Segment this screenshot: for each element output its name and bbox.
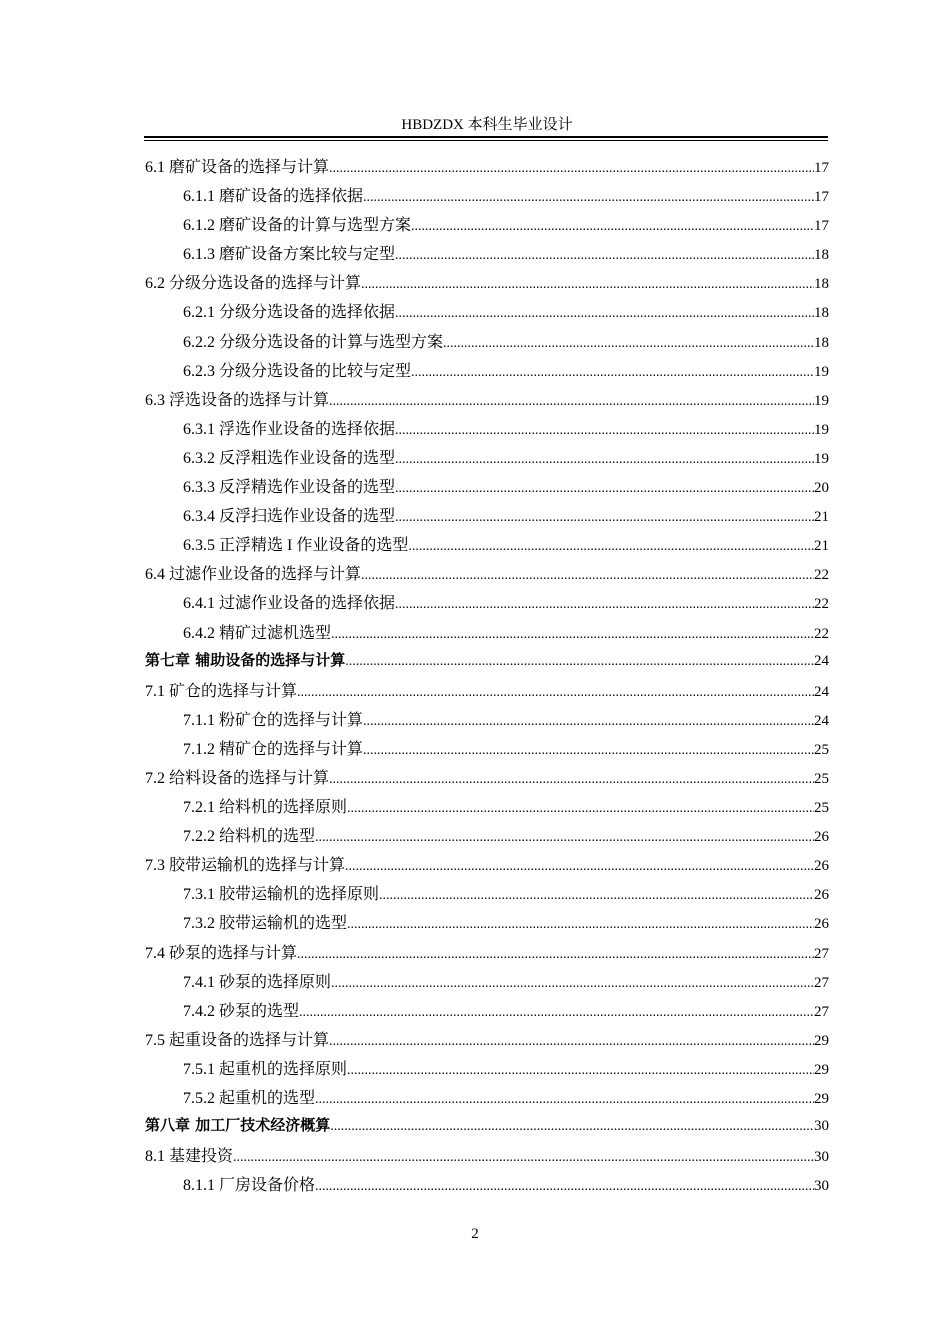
toc-entry-title: 7.1.2 精矿仓的选择与计算 [183,740,364,758]
toc-leader-dots [331,976,814,992]
toc-entry [145,910,829,939]
toc-entry [145,154,829,183]
toc-entry-page: 30 [814,1178,829,1195]
toc-entry [145,940,829,969]
toc-leader-dots [329,1034,814,1050]
toc-entry-title: 6.2.1 分级分选设备的选择依据 [183,304,396,322]
toc-entry [145,474,829,503]
toc-entry-title: 6.3.5 正浮精选 I 作业设备的选型 [183,537,409,555]
toc-entry [145,823,829,852]
toc-entry-page: 24 [814,683,829,700]
toc-entry [145,358,829,387]
toc-entry-title: 6.4.2 精矿过滤机选型 [183,624,332,642]
toc-entry-title: 6.2.2 分级分选设备的计算与选型方案 [183,333,444,351]
toc-entry [145,416,829,445]
toc-leader-dots [395,481,814,497]
toc-chapter-entry [145,1114,829,1143]
toc-entry [145,852,829,881]
toc-entry-page: 25 [814,770,829,787]
toc-leader-dots [329,161,814,177]
toc-entry-title: 6.1.3 磨矿设备方案比较与定型 [183,246,396,264]
toc-leader-dots [347,801,814,817]
toc-leader-dots [408,539,814,555]
toc-entry-title: 7.5 起重设备的选择与计算 [145,1031,330,1049]
toc-entry-title: 7.1.1 粉矿仓的选择与计算 [183,711,364,729]
toc-entry [145,707,829,736]
toc-leader-dots [411,365,814,381]
toc-entry-page: 22 [814,625,829,642]
toc-entry-title: 6.1.1 磨矿设备的选择依据 [183,188,364,206]
toc-entry-page: 17 [814,189,829,206]
toc-entry-title: 7.4.2 砂泵的选型 [183,1002,300,1020]
toc-entry-title: 6.2.3 分级分选设备的比较与定型 [183,362,412,380]
toc-entry-title: 6.3.2 反浮粗选作业设备的选型 [183,449,396,467]
toc-entry-page: 21 [814,538,829,555]
toc-entry [145,678,829,707]
toc-leader-dots [297,947,814,963]
toc-entry [145,998,829,1027]
toc-entry-title: 第八章 加工厂技术经济概算 [145,1116,331,1135]
toc-entry-title: 第七章 辅助设备的选择与计算 [145,650,346,669]
toc-entry-title: 7.5.2 起重机的选型 [183,1090,316,1107]
toc-leader-dots [315,1092,814,1108]
toc-entry-title: 6.3.3 反浮精选作业设备的选型 [183,479,396,497]
toc-entry-page: 27 [814,1003,829,1020]
toc-entry-page: 19 [814,450,829,467]
toc-entry-title: 6.2 分级分选设备的选择与计算 [145,275,362,293]
toc-entry-title: 7.4 砂泵的选择与计算 [145,944,298,962]
toc-entry [145,794,829,823]
header-rule-thin [144,140,828,141]
toc-entry-page: 17 [814,160,829,176]
toc-leader-dots [345,859,814,875]
toc-entry-page: 19 [814,363,829,380]
toc-entry-title: 7.5.1 起重机的选择原则 [183,1060,348,1078]
toc-entry-page: 18 [814,305,829,322]
toc-leader-dots [395,306,814,322]
toc-entry-page: 27 [814,945,829,962]
toc-entry [145,969,829,998]
toc-entry [145,532,829,561]
toc-entry [145,765,829,794]
toc-entry-title: 7.2.1 给料机的选择原则 [183,799,348,817]
toc-entry [145,1085,829,1114]
toc-entry [145,1027,829,1056]
toc-leader-dots [297,685,814,701]
toc-entry-page: 19 [814,392,829,409]
toc-leader-dots [329,394,814,410]
toc-entry [145,1056,829,1085]
page-header: HBDZDX 本科生毕业设计 [401,117,573,133]
toc-entry-page: 27 [814,974,829,991]
toc-leader-dots [363,743,814,759]
toc-entry [145,561,829,590]
toc-entry-title: 7.2 给料设备的选择与计算 [145,769,330,787]
toc-leader-dots [395,423,814,439]
toc-leader-dots [395,510,814,526]
toc-leader-dots [395,597,814,613]
toc-entry [145,590,829,619]
toc-entry-title: 7.3.1 胶带运输机的选择原则 [183,886,380,904]
toc-entry-title: 6.3.4 反浮扫选作业设备的选型 [183,508,396,526]
toc-entry-title: 6.3 浮选设备的选择与计算 [145,391,330,409]
toc-entry [145,503,829,532]
toc-leader-dots [395,248,814,264]
toc-entry [145,1172,829,1201]
toc-entry-title: 6.3.1 浮选作业设备的选择依据 [183,420,396,438]
toc-entry-title: 7.1 矿仓的选择与计算 [145,682,298,700]
toc-entry-page: 26 [814,829,829,846]
toc-entry-title: 6.4.1 过滤作业设备的选择依据 [183,595,396,613]
toc-entry-page: 20 [814,480,829,497]
toc-entry-title: 8.1 基建投资 [145,1148,234,1166]
toc-entry-title: 6.1 磨矿设备的选择与计算 [145,159,330,176]
toc-leader-dots [361,568,814,584]
toc-leader-dots [363,190,814,206]
toc-leader-dots [315,1179,814,1195]
page-number: 2 [471,1226,479,1242]
toc-entry-page: 18 [814,247,829,264]
toc-entry-title: 7.4.1 砂泵的选择原则 [183,973,332,991]
toc-entry-page: 24 [814,712,829,729]
toc-entry-page: 26 [814,858,829,875]
toc-entry [145,329,829,358]
toc-entry [145,1143,829,1172]
toc-entry-page: 30 [814,1118,829,1135]
toc-entry [145,270,829,299]
toc-leader-dots [379,888,814,904]
header-rule-thick [144,136,828,138]
toc-entry-title: 8.1.1 厂房设备价格 [183,1177,316,1195]
toc-entry-page: 22 [814,596,829,613]
toc-leader-dots [347,1063,814,1079]
toc-entry-page: 18 [814,276,829,293]
toc-entry-page: 25 [814,741,829,758]
toc-entry-page: 24 [814,652,829,669]
toc-entry [145,881,829,910]
toc-leader-dots [299,1005,814,1021]
toc-entry [145,183,829,212]
toc-entry [145,620,829,649]
toc-leader-dots [361,277,814,293]
toc-entry [145,445,829,474]
toc-entry-title: 7.3.2 胶带运输机的选型 [183,915,348,933]
toc-entry-page: 30 [814,1149,829,1166]
toc-entry-page: 29 [814,1091,829,1107]
toc-entry-page: 19 [814,421,829,438]
toc-entry [145,387,829,416]
toc-entry-title: 6.4 过滤作业设备的选择与计算 [145,566,362,584]
toc-entry [145,736,829,765]
toc-entry-title: 7.3 胶带运输机的选择与计算 [145,857,346,875]
toc-leader-dots [395,452,814,468]
toc-entry-page: 25 [814,800,829,817]
toc-entry-page: 21 [814,509,829,526]
toc-entry [145,212,829,241]
toc-entry-page: 22 [814,567,829,584]
toc-leader-dots [443,336,814,352]
toc-leader-dots [330,1119,814,1135]
toc-leader-dots [329,772,814,788]
toc-leader-dots [347,917,814,933]
toc-entry-page: 26 [814,887,829,904]
toc-entry-page: 17 [814,218,829,235]
toc-leader-dots [315,830,814,846]
toc-leader-dots [411,219,814,235]
toc-entry [145,299,829,328]
toc-entry-title: 6.1.2 磨矿设备的计算与选型方案 [183,217,412,235]
toc-leader-dots [363,714,814,730]
toc-entry-page: 18 [814,334,829,351]
toc-leader-dots [233,1150,814,1166]
toc-entry-page: 26 [814,916,829,933]
table-of-contents [145,154,829,1201]
toc-entry-page: 29 [814,1032,829,1049]
toc-entry-page: 29 [814,1061,829,1078]
toc-leader-dots [345,654,814,670]
toc-chapter-entry [145,649,829,678]
toc-entry [145,241,829,270]
toc-entry-title: 7.2.2 给料机的选型 [183,828,316,846]
toc-leader-dots [331,627,814,643]
